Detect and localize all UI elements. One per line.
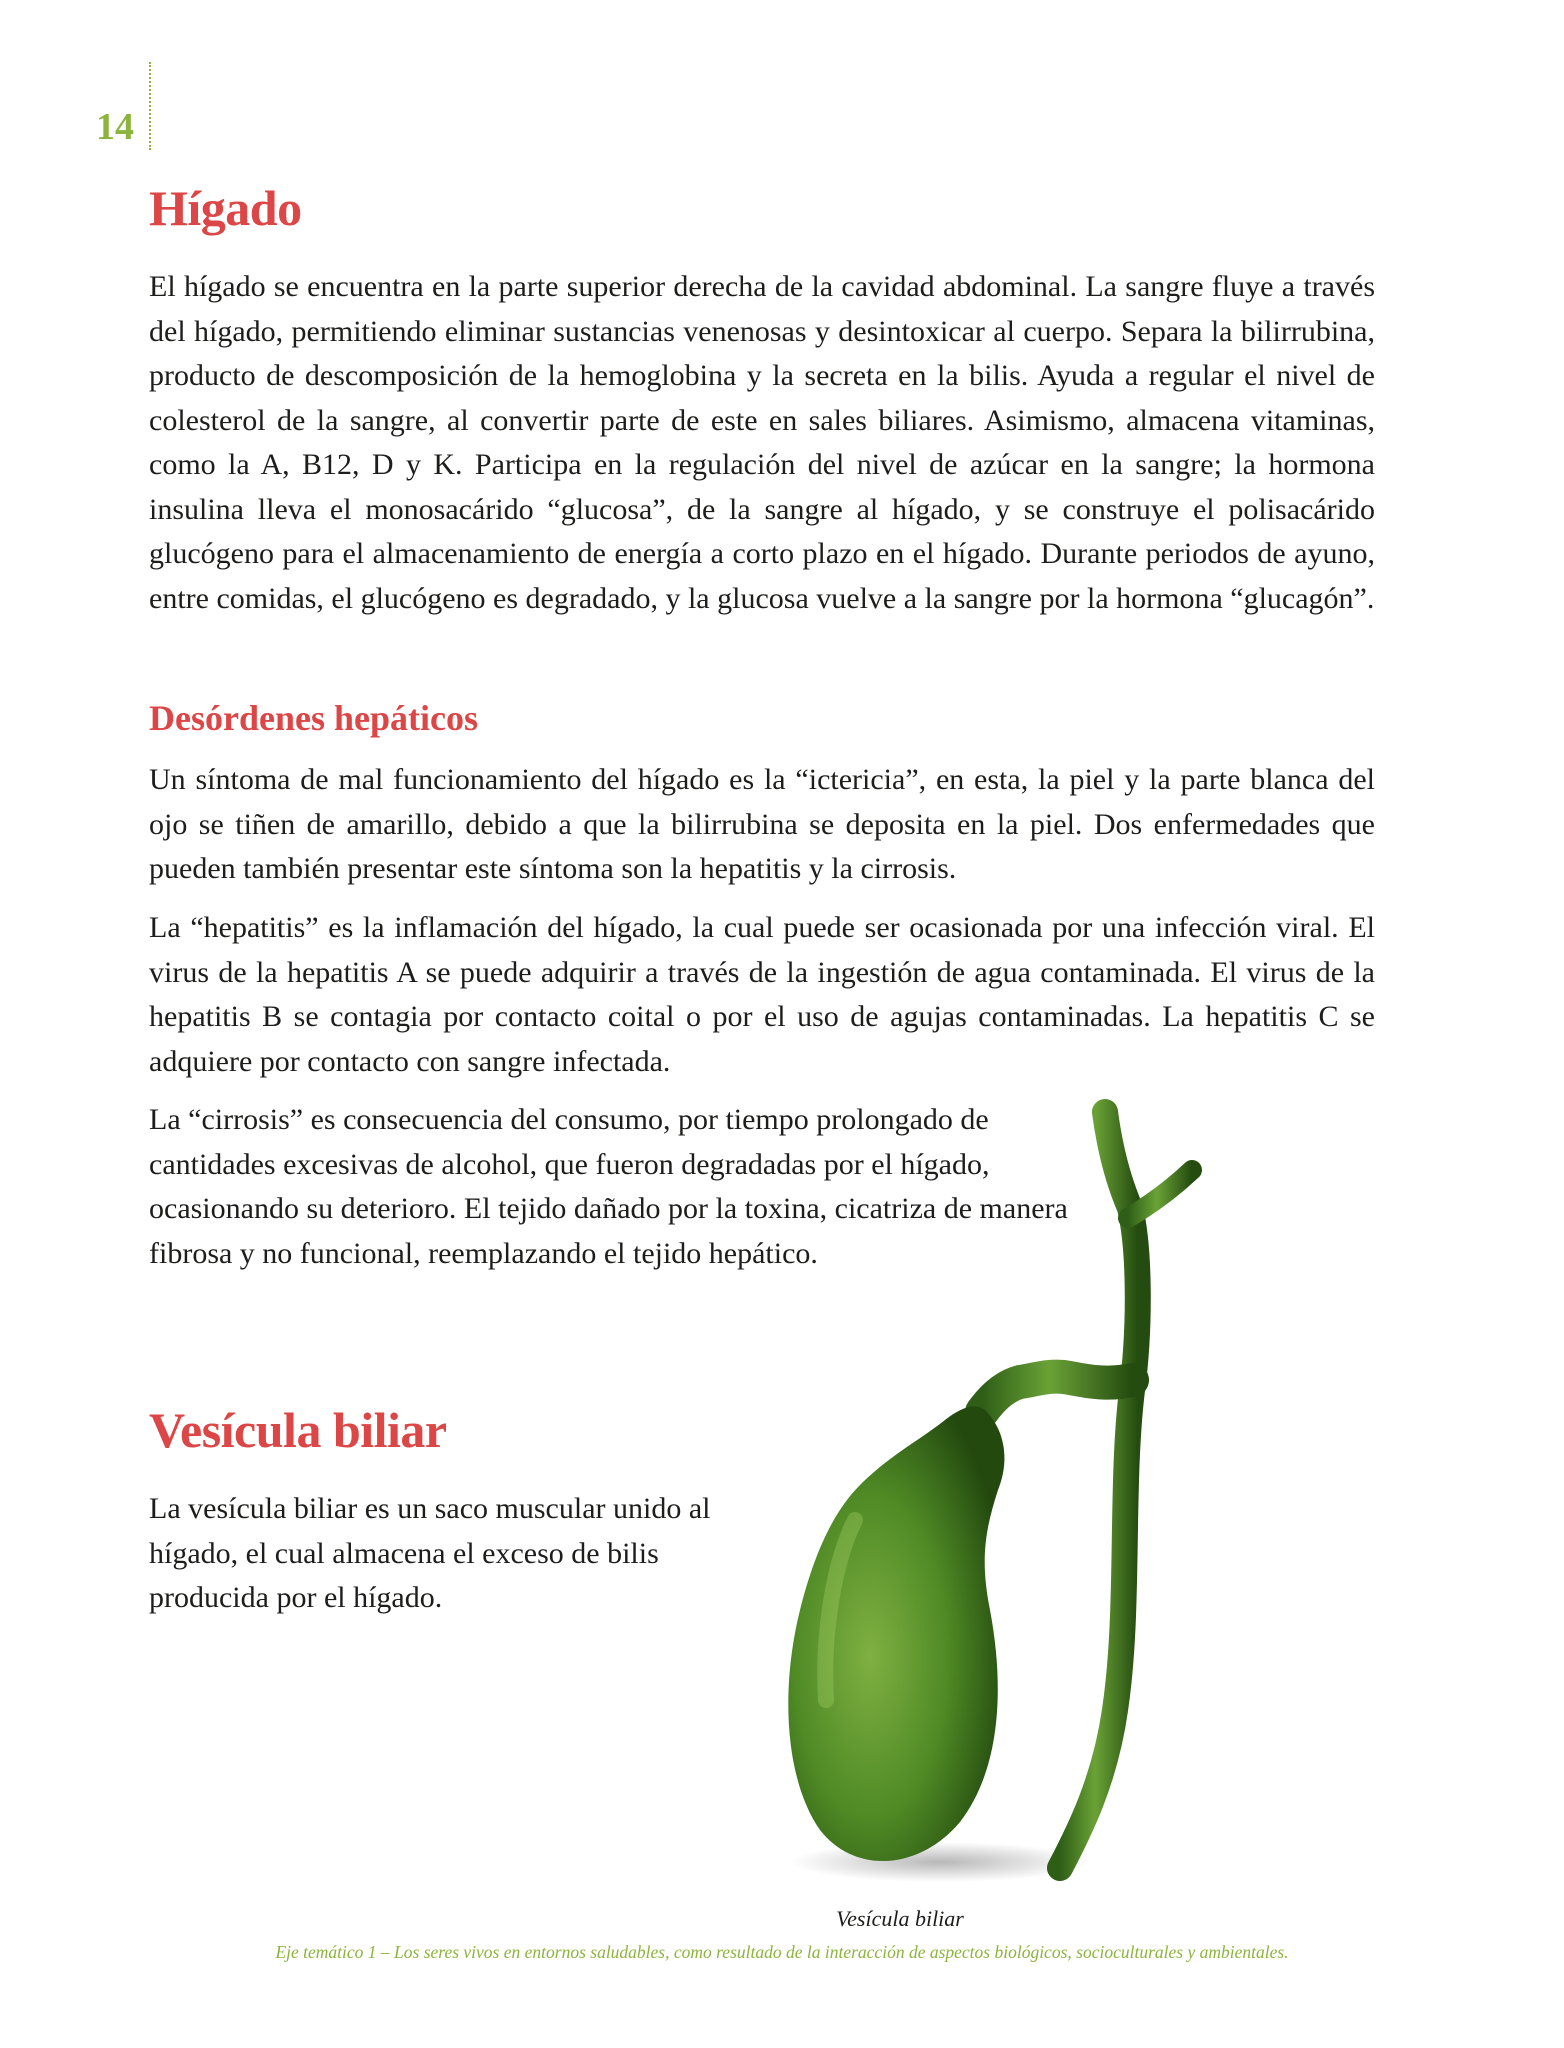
gallbladder-heading: Vesícula biliar xyxy=(149,1402,447,1458)
gallbladder-illustration xyxy=(760,1090,1280,1910)
jaundice-paragraph: Un síntoma de mal funcionamiento del hígado es la “ictericia”, en esta, la piel y la parte blanca del ojo se tiñen de amarillo, debido a que la bilirrubina se deposita en la piel. Dos enfermedades que pueden también presentar este síntoma son la hepatitis y la cirrosis. xyxy=(149,763,1375,885)
figure-caption: Vesícula biliar xyxy=(836,1906,964,1931)
cystic-duct xyxy=(982,1377,1132,1412)
page-number-divider xyxy=(149,62,151,150)
gallbladder-paragraph: La vesícula biliar es un saco muscular unido al hígado, el cual almacena el exceso de bilis producida por el hígado. xyxy=(149,1492,711,1614)
shadow xyxy=(790,1842,1090,1882)
page-number: 14 xyxy=(96,106,134,148)
liver-heading: Hígado xyxy=(149,180,302,236)
footer-note: Eje temático 1 – Los seres vivos en entornos saludables, como resultado de la interacción de aspectos biológicos, socioculturales y ambientales. xyxy=(275,1942,1289,1962)
hepatitis-paragraph: La “hepatitis” es la inflamación del hígado, la cual puede ser ocasionada por una infección viral. El virus de la hepatitis A se puede adquirir a través de la ingestión de agua contaminada. El virus de la hepatitis B se contagia por contacto coital o por el uso de agujas contaminadas. La hepatitis C se adquiere por contacto con sangre infectada. xyxy=(149,911,1375,1078)
liver-paragraph: El hígado se encuentra en la parte superior derecha de la cavidad abdominal. La sangre fluye a través del hígado, permitiendo eliminar sustancias venenosas y desintoxicar al cuerpo. Separa la bilirrubina, producto de descomposición de la hemoglobina y la secreta en la bilis. Ayuda a regular el nivel de colesterol de la sangre, al convertir parte de este en sales biliares. Asimismo, almacena vitaminas, como la A, B12, D y K. Participa en la regulación del nivel de azúcar en la sangre; la hormona insulina lleva el monosacárido “glucosa”, de la sangre al hígado, y se construye el polisacárido glucógeno para el almacenamiento de energía a corto plazo en el hígado. Durante periodos de ayuno, entre comidas, el glucógeno es degradado, y la glucosa vuelve a la sangre por la hormona “glucagón”. xyxy=(149,270,1375,615)
cirrhosis-paragraph: La “cirrosis” es consecuencia del consumo, por tiempo prolongado de cantidades excesivas de alcohol, que fueron degradadas por el hígado, ocasionando su deterioro. El tejido dañado por la toxina, cicatriza de manera fibrosa y no funcional, reemplazando el tejido hepático. xyxy=(149,1103,1068,1270)
disorders-heading: Desórdenes hepáticos xyxy=(149,698,478,738)
